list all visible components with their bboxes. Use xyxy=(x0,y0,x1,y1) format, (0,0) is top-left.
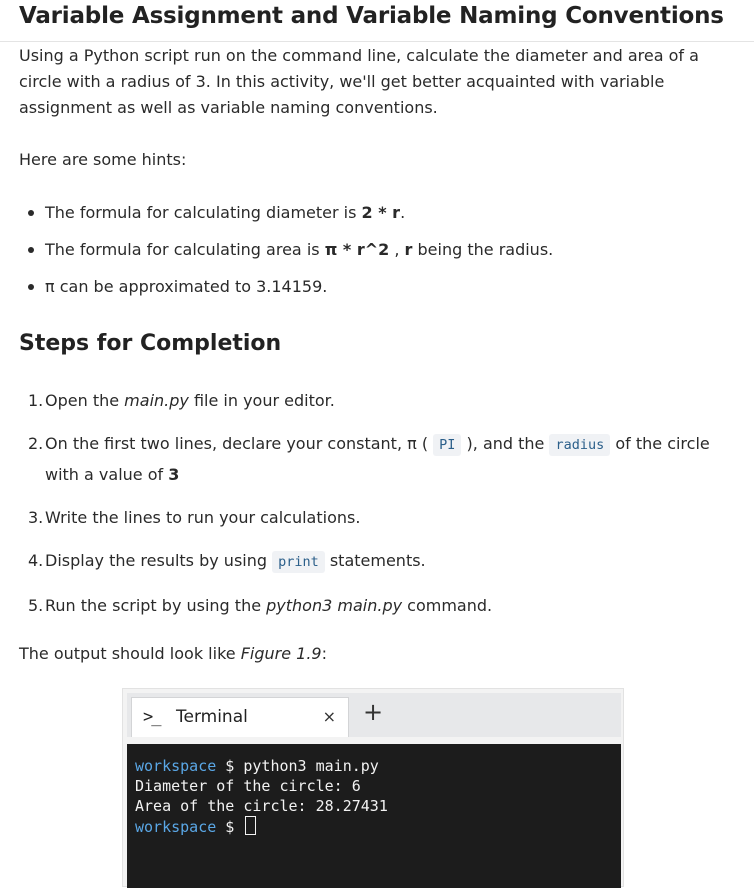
tab-terminal-label: Terminal xyxy=(176,707,248,727)
list-item: 5. Run the script by using the python3 main.py command. xyxy=(28,596,493,615)
list-item: 2. On the first two lines, declare your constant, π ( PI ), and the radius of the circle with a value of 3 xyxy=(28,434,710,484)
list-item: 4. Display the results by using print statements. xyxy=(0,546,740,577)
terminal-line: workspace $ xyxy=(135,816,613,837)
list-item: The formula for calculating diameter is 2 * r. xyxy=(0,200,553,237)
hints-label: Here are some hints: xyxy=(19,150,187,169)
figure-terminal-screenshot xyxy=(122,688,624,887)
intro-paragraph: Using a Python script run on the command line, calculate the diameter and area of a circle with a radius of 3. In this activity, we'll get better acquainted with variable assignment as well as variable naming conventions. xyxy=(19,46,699,117)
output-paragraph: The output should look like Figure 1.9: xyxy=(19,644,327,663)
list-item: π can be approximated to 3.14159. xyxy=(0,274,553,311)
steps-list xyxy=(0,386,740,634)
title-divider xyxy=(0,41,754,42)
list-item: 1. Open the main.py file in your editor. xyxy=(28,391,335,410)
terminal-tab-bar xyxy=(127,693,621,737)
list-item: The formula for calculating area is π * r^2 , r being the radius. xyxy=(0,237,553,274)
plus-icon[interactable]: + xyxy=(363,698,384,726)
tab-terminal[interactable] xyxy=(131,697,349,737)
inline-code-pi: PI xyxy=(433,434,461,456)
terminal-line: workspace $ python3 main.py xyxy=(135,757,379,775)
terminal-line: Area of the circle: 28.27431 xyxy=(135,797,388,815)
inline-code-radius: radius xyxy=(549,434,610,456)
steps-heading: Steps for Completion xyxy=(19,331,282,356)
terminal-line: Diameter of the circle: 6 xyxy=(135,777,361,795)
terminal-cursor xyxy=(245,816,256,835)
close-icon[interactable]: × xyxy=(322,707,336,726)
terminal-prompt-icon: >_ xyxy=(143,707,160,727)
inline-code-print: print xyxy=(272,551,325,573)
page-title: Variable Assignment and Variable Naming Conventions xyxy=(19,3,724,29)
list-item: 3. Write the lines to run your calculations. xyxy=(28,508,361,527)
terminal-output[interactable] xyxy=(127,744,621,888)
hints-list xyxy=(0,200,553,311)
